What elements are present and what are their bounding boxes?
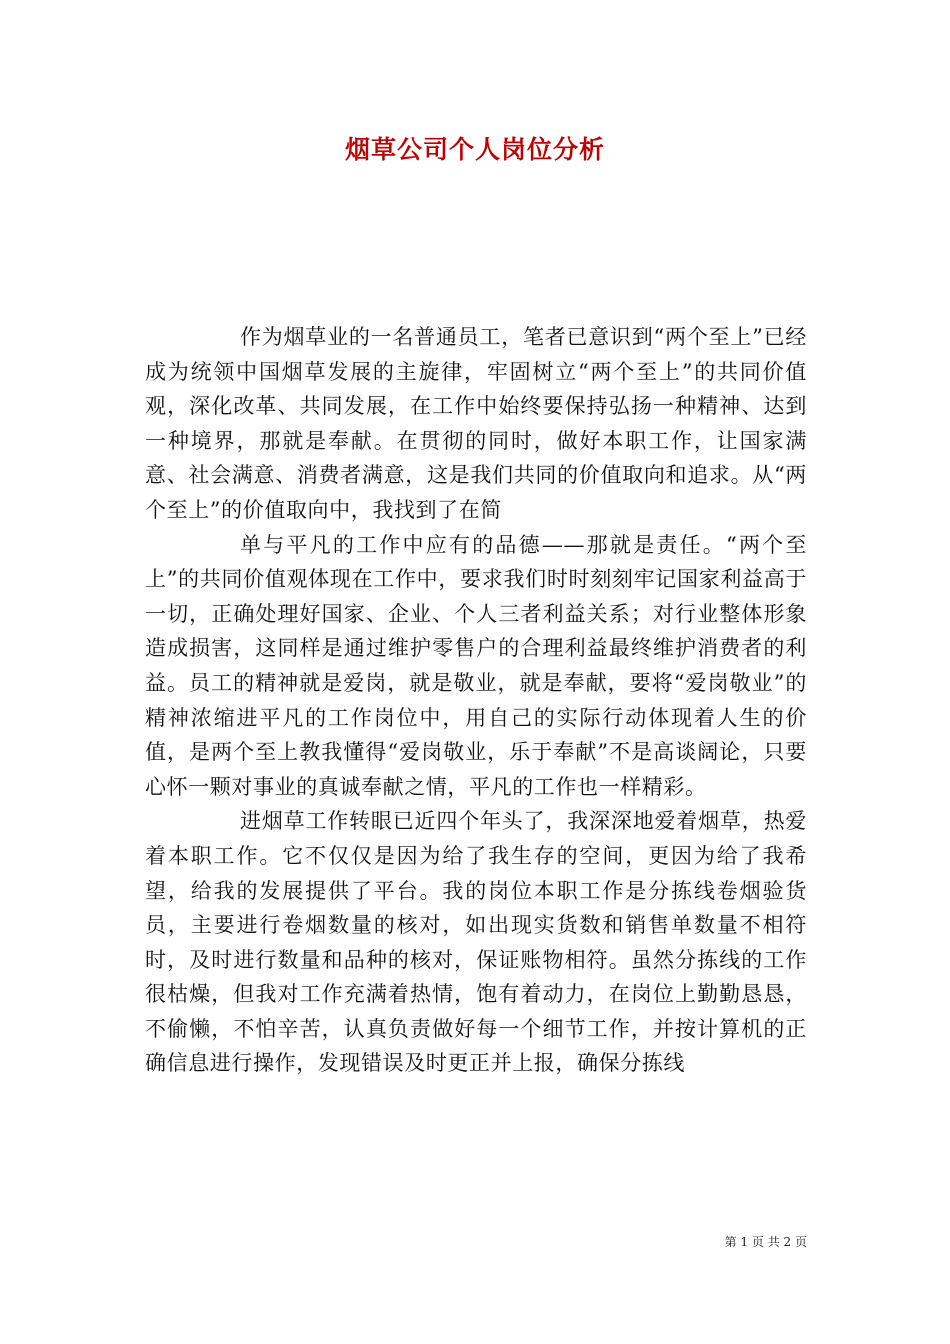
paragraph: 作为烟草业的一名普通员工，笔者已意识到“两个至上”已经成为统领中国烟草发展的主旋律，牢固树立“两个至上”的共同价值观，深化改革、共同发展，在工作中始终要保持弘扬一种精神、达到一种境界，那就是奉献。在贯彻的同时，做好本职工作，让国家满意、社会满意、消费者满意，这是我们共同的价值取向和追求。从“两个至上”的价值取向中，我找到了在简 <box>145 325 807 522</box>
document-title: 烟草公司个人岗位分析 <box>344 135 605 164</box>
paragraph: 进烟草工作转眼已近四个年头了，我深深地爱着烟草，热爱着本职工作。它不仅仅是因为给了我生存的空间，更因为给了我希望，给我的发展提供了平台。我的岗位本职工作是分拣线卷烟验货员，主要进行卷烟数量的核对，如出现实货数和销售单数量不相符时，及时进行数量和品种的核对，保证账物相符。虽然分拣线的工作很枯燥，但我对工作充满着热情，饱有着动力，在岗位上勤勤恳恳，不偷懒，不怕辛苦，认真负责做好每一个细节工作，并按计算机的正确信息进行操作，发现错误及时更正并上报，确保分拣线 <box>145 809 807 1076</box>
paragraph: 单与平凡的工作中应有的品德——那就是责任。“两个至上”的共同价值观体现在工作中，要求我们时时刻刻牢记国家利益高于一切，正确处理好国家、企业、个人三者利益关系；对行业整体形象造成损害，这同样是通过维护零售户的合理利益最终维护消费者的利益。员工的精神就是爱岗，就是敬业，就是奉献，要将“爱岗敬业”的精神浓缩进平凡的工作岗位中，用自己的实际行动体现着人生的价值，是两个至上教我懂得“爱岗敬业，乐于奉献”不是高谈阔论，只要心怀一颗对事业的真诚奉献之情，平凡的工作也一样精彩。 <box>145 532 807 799</box>
page-number-footer: 第 1 页 共 2 页 <box>724 1235 807 1249</box>
document-body <box>145 320 807 1081</box>
